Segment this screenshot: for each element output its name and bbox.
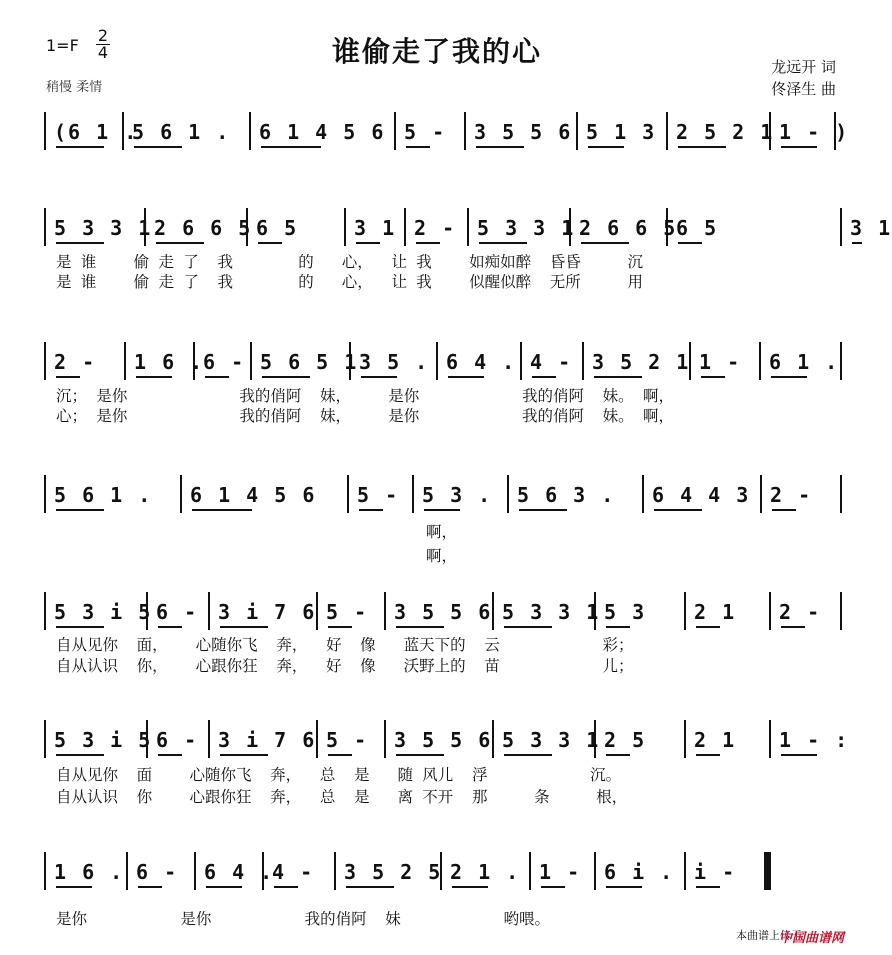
barline	[124, 342, 126, 380]
lyric-line: 自从认识 你， 心跟你狂 奔， 好 像 沃野上的 苗 儿；	[56, 657, 634, 675]
time-bottom: 4	[97, 43, 109, 62]
beam-underline	[532, 376, 556, 378]
measure-notes: 1 6 .	[134, 350, 205, 374]
beam-underline	[356, 242, 380, 244]
measure-notes: 5 3	[604, 600, 647, 624]
beam-underline	[220, 626, 268, 628]
barline	[44, 720, 46, 758]
beam-underline	[416, 242, 440, 244]
score-row	[44, 112, 850, 152]
beam-underline	[606, 886, 642, 888]
time-top: 2	[97, 26, 109, 45]
measure-notes: 2 -	[770, 483, 813, 507]
measure-notes: 2 6 6 5	[154, 216, 253, 240]
measure-notes: 5 -	[404, 120, 447, 144]
beam-underline	[192, 509, 252, 511]
barline	[760, 475, 762, 513]
barline	[582, 342, 584, 380]
measure-notes: 5 3 i 5	[54, 728, 153, 752]
beam-underline	[541, 886, 565, 888]
measure-notes: 6 4 .	[446, 350, 517, 374]
barline	[576, 112, 578, 150]
measure-notes: 5 3 .	[422, 483, 493, 507]
measure-notes: 3 5 2 1	[592, 350, 691, 374]
measure-notes: 2 5	[604, 728, 647, 752]
barline	[840, 592, 842, 630]
measure-notes: 6 -	[136, 860, 179, 884]
measure-notes: 5 6 1 .	[132, 120, 231, 144]
barline	[250, 342, 252, 380]
measure-notes: 6 -	[156, 600, 199, 624]
barline	[44, 475, 46, 513]
lyric-line: 是 谁 偷 走 了 我 的 心， 让 我 如痴如醉 昏昏 沉	[56, 253, 643, 271]
upload-note: 本曲谱上传于	[736, 929, 802, 942]
measure-notes: 2 -	[779, 600, 822, 624]
measure-notes: 5 3 3 1	[54, 216, 153, 240]
barline	[384, 720, 386, 758]
measure-notes: 6 i .	[604, 860, 675, 884]
measure-notes: 2 5 2 1	[676, 120, 775, 144]
barline	[404, 208, 406, 246]
barline	[769, 720, 771, 758]
measure-notes: 5 -	[326, 600, 369, 624]
measure-notes: 1 - :	[779, 728, 850, 752]
measure-notes: 4 -	[530, 350, 573, 374]
beam-underline	[476, 146, 524, 148]
barline	[44, 592, 46, 630]
beam-underline	[274, 886, 298, 888]
measure-notes: 2 1 .	[450, 860, 521, 884]
barline	[642, 475, 644, 513]
beam-underline	[406, 146, 430, 148]
beam-underline	[359, 509, 383, 511]
barline	[44, 852, 46, 890]
measure-notes: 6 -	[203, 350, 246, 374]
beam-underline	[56, 754, 104, 756]
barline	[334, 852, 336, 890]
barline	[684, 592, 686, 630]
beam-underline	[262, 376, 310, 378]
beam-underline	[158, 626, 182, 628]
tempo-marking: 稍慢 柔情	[46, 80, 103, 95]
barline	[384, 592, 386, 630]
beam-underline	[696, 754, 720, 756]
beam-underline	[504, 626, 552, 628]
beam-underline	[606, 754, 630, 756]
beam-underline	[346, 886, 394, 888]
measure-notes: 3 5 .	[359, 350, 430, 374]
beam-underline	[156, 242, 204, 244]
beam-underline	[396, 754, 444, 756]
measure-notes: 5 6 5 1	[260, 350, 359, 374]
beam-underline	[396, 626, 444, 628]
score-row	[44, 475, 840, 515]
beam-underline	[138, 886, 162, 888]
measure-notes: (6 1 .	[54, 120, 139, 144]
measure-notes: 5 -	[326, 728, 369, 752]
measure-notes: 5 6 3 .	[517, 483, 616, 507]
site-logo: 中国曲谱网	[778, 931, 844, 946]
measure-notes: 1 - )	[779, 120, 850, 144]
measure-notes: 3 5 5 6	[394, 600, 493, 624]
barline	[464, 112, 466, 150]
measure-notes: 2 -	[54, 350, 97, 374]
measure-notes: 6 5	[256, 216, 299, 240]
barline	[44, 208, 46, 246]
measure-notes: 1 6 .	[54, 860, 125, 884]
beam-underline	[594, 376, 642, 378]
barline	[684, 720, 686, 758]
measure-notes: 5 3 3 1	[502, 600, 601, 624]
beam-underline	[852, 242, 862, 244]
barline	[840, 208, 842, 246]
lyric-line: 自从见你 面， 心随你飞 奔， 好 像 蓝天下的 云 彩；	[56, 636, 634, 654]
lyric-line: 自从见你 面 心随你飞 奔， 总 是 随 风儿 浮 沉。	[56, 766, 622, 784]
measure-notes: 5 6 1 .	[54, 483, 153, 507]
measure-notes: 6 1 4 5 6	[190, 483, 317, 507]
score-row	[44, 720, 850, 760]
beam-underline	[56, 509, 104, 511]
barline	[684, 852, 686, 890]
score-row	[44, 852, 840, 892]
beam-underline	[134, 146, 182, 148]
time-signature	[96, 28, 110, 61]
measure-notes: 3 1	[850, 216, 892, 240]
measure-notes: 3 1	[354, 216, 397, 240]
lyric-line: 心； 是你 我的俏阿 妹， 是你 我的俏阿 妹。 啊，	[56, 407, 674, 425]
measure-notes: 1 -	[699, 350, 742, 374]
beam-underline	[206, 886, 242, 888]
beam-underline	[588, 146, 624, 148]
lyric-line: 沉； 是你 我的俏阿 妹， 是你 我的俏阿 妹。 啊，	[56, 387, 674, 405]
measure-notes: 5 3 3 1	[477, 216, 576, 240]
measure-notes: 3 5 5 6	[474, 120, 573, 144]
measure-notes: 5 1 3	[586, 120, 657, 144]
barline	[769, 592, 771, 630]
beam-underline	[678, 242, 702, 244]
barline	[520, 342, 522, 380]
barline	[44, 112, 46, 150]
beam-underline	[696, 886, 720, 888]
beam-underline	[781, 626, 805, 628]
lyric-line: 是你 是你 我的俏阿 妹 哟喂。	[56, 910, 550, 928]
barline	[507, 475, 509, 513]
measure-notes: 5 3 3 1	[502, 728, 601, 752]
beam-underline	[781, 754, 817, 756]
beam-underline	[158, 754, 182, 756]
measure-notes: 5 3 i 5	[54, 600, 153, 624]
barline	[208, 720, 210, 758]
beam-underline	[56, 146, 104, 148]
lyric-line: 啊，	[426, 523, 458, 541]
measure-notes: 1 -	[539, 860, 582, 884]
measure-notes: 2 6 6 5	[579, 216, 678, 240]
beam-underline	[424, 509, 460, 511]
lyric-line: 是 谁 偷 走 了 我 的 心， 让 我 似醒似醉 无所 用	[56, 273, 643, 291]
beam-underline	[701, 376, 725, 378]
barline	[394, 112, 396, 150]
barline	[759, 342, 761, 380]
barline	[347, 475, 349, 513]
measure-notes: 5 -	[357, 483, 400, 507]
barline	[208, 592, 210, 630]
barline	[594, 852, 596, 890]
measure-notes: 3 5 2 5	[344, 860, 443, 884]
beam-underline	[261, 146, 321, 148]
barline	[249, 112, 251, 150]
lyricist: 龙远开 词	[771, 58, 836, 76]
measure-notes: 2 -	[414, 216, 457, 240]
key-signature: 1=F	[46, 36, 79, 55]
beam-underline	[581, 242, 629, 244]
beam-underline	[328, 754, 352, 756]
beam-underline	[654, 509, 702, 511]
measure-notes: 3 i 7 6	[218, 728, 317, 752]
lyric-line: 啊，	[426, 547, 458, 565]
measure-notes: 6 5	[676, 216, 719, 240]
barline	[840, 475, 842, 513]
measure-notes: 6 1 4 5 6	[259, 120, 386, 144]
beam-underline	[448, 376, 484, 378]
beam-underline	[696, 626, 720, 628]
measure-notes: 2 1	[694, 600, 737, 624]
measure-notes: 6 1 .	[769, 350, 840, 374]
measure-notes: 6 4 4 3	[652, 483, 751, 507]
barline	[412, 475, 414, 513]
barline	[344, 208, 346, 246]
barline	[194, 852, 196, 890]
measure-notes: 3 5 5 6	[394, 728, 493, 752]
beam-underline	[452, 886, 488, 888]
score-row	[44, 208, 892, 248]
lyric-line: 自从认识 你 心跟你狂 奔， 总 是 离 不开 那 条 根，	[56, 788, 628, 806]
barline	[840, 342, 842, 380]
beam-underline	[606, 626, 630, 628]
beam-underline	[56, 886, 92, 888]
measure-notes: 6 4 .	[204, 860, 275, 884]
barline	[44, 342, 46, 380]
beam-underline	[504, 754, 552, 756]
barline	[436, 342, 438, 380]
beam-underline	[136, 376, 172, 378]
barline	[467, 208, 469, 246]
score-row	[44, 592, 840, 632]
beam-underline	[328, 626, 352, 628]
beam-underline	[361, 376, 397, 378]
beam-underline	[772, 509, 796, 511]
score-row	[44, 342, 840, 382]
measure-notes: 4 -	[272, 860, 315, 884]
beam-underline	[771, 376, 807, 378]
barline	[666, 112, 668, 150]
beam-underline	[519, 509, 567, 511]
barline	[529, 852, 531, 890]
beam-underline	[56, 376, 80, 378]
composer: 佟泽生 曲	[771, 80, 836, 98]
measure-notes: 3 i 7 6	[218, 600, 317, 624]
measure-notes: 2 1	[694, 728, 737, 752]
final-barline	[766, 852, 771, 890]
beam-underline	[56, 626, 104, 628]
beam-underline	[220, 754, 268, 756]
beam-underline	[678, 146, 726, 148]
barline	[180, 475, 182, 513]
beam-underline	[479, 242, 527, 244]
beam-underline	[781, 146, 817, 148]
measure-notes: i -	[694, 860, 737, 884]
beam-underline	[56, 242, 104, 244]
barline	[126, 852, 128, 890]
song-title: 谁偷走了我的心	[331, 35, 542, 68]
beam-underline	[205, 376, 229, 378]
measure-notes: 6 -	[156, 728, 199, 752]
beam-underline	[258, 242, 282, 244]
